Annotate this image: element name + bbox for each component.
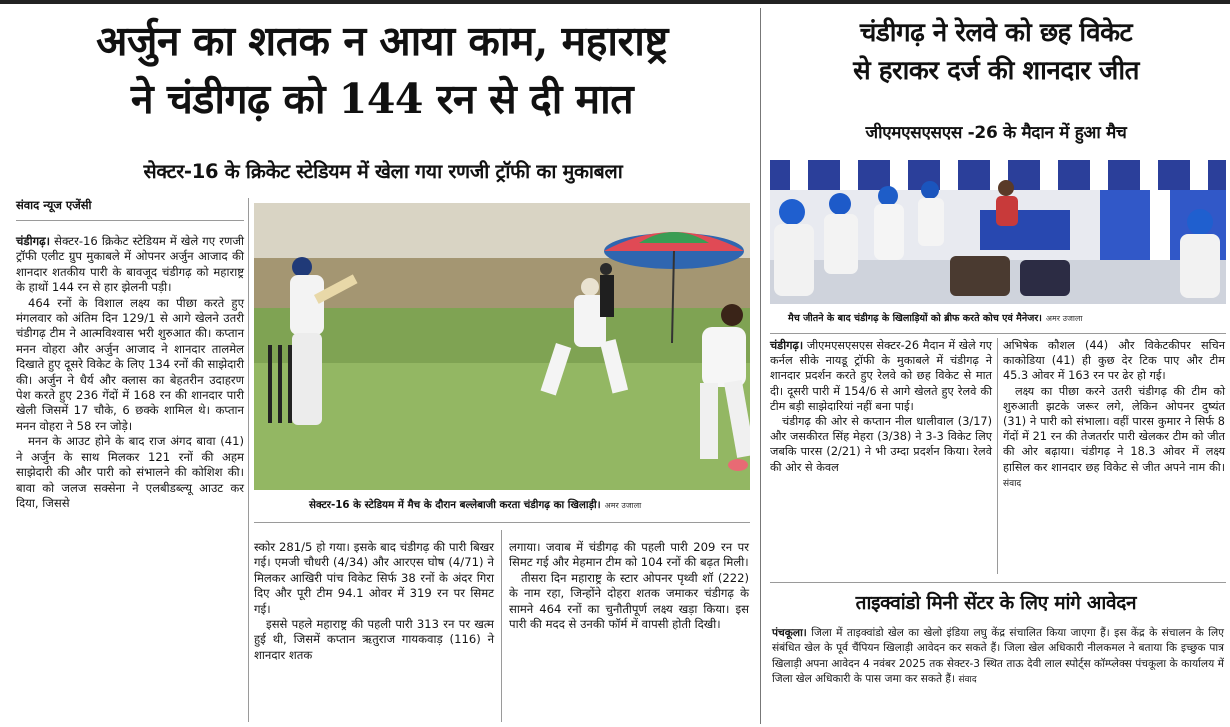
byline-rule bbox=[16, 220, 244, 221]
left-subheadline: सेक्टर-16 के क्रिकेट स्टेडियम में खेला गया रणजी ट्रॉफी का मुकाबला bbox=[143, 160, 623, 183]
brief-text: जिला में ताइक्वांडो खेल का खेलो इंडिया लघु केंद्र संचालित किया जाएगा हैं। इस केंद्र के संचालन के लिए संबंधित खेल के पूर्व चैंपियन खिलाड़ी आवेदन कर सकते हैं। जिला खेल अधिकारी नीलकमल ने बताया कि इच्छुक पात्र खिलाड़ी अपना आवेदन 4 नवंबर 2025 तक सेक्टर-3 स्थित ताऊ देवी लाल स्पोर्ट्स कॉम्प्लेक्स पंचकूला के कार्यालय में जिला खेल अधिकारी के पास जमा कर सकते हैं। bbox=[772, 627, 1224, 685]
brief-dateline: पंचकूला। bbox=[772, 627, 807, 639]
left-photo-caption-text: सेक्टर-16 के स्टेडियम में मैच के दौरान बल्लेबाजी करता चंडीगढ़ का खिलाड़ी। bbox=[309, 499, 601, 511]
left-column-divider-1 bbox=[248, 198, 249, 722]
left-photo-credit: अमर उजाला bbox=[604, 501, 642, 510]
left-story-column-3 bbox=[509, 540, 749, 632]
left-col3-para2: तीसरा दिन महाराष्ट्र के स्टार ओपनर पृथ्वी शॉ (222) के नाम रहा, जिन्होंने दोहरा शतक जमाकर चंडीगढ़ के सामने 464 रनों का चुनौतीपूर्ण लक्ष्य खड़ा किया। इस पारी की मदद से उनकी फॉर्म में वापसी होती दिखी। bbox=[509, 570, 749, 632]
left-caption-rule bbox=[254, 522, 750, 523]
right-subheadline: जीएमएसएसएस -26 के मैदान में हुआ मैच bbox=[865, 123, 1127, 143]
right-column-divider bbox=[997, 338, 998, 574]
left-col1-para3: मनन के आउट होने के बाद राज अंगद बावा (41) ने अर्जुन के साथ मिलकर 121 रनों की अहम साझेदारी की और पारी को संभालने की कोशिश की। बावा को जलज सक्सेना ने एलबीडब्ल्यू आउट कर दिया, जिससे bbox=[16, 434, 244, 510]
brief-tagline: संवाद bbox=[958, 674, 977, 685]
right-photo-caption-text: मैच जीतने के बाद चंडीगढ़ के खिलाड़ियों को ब्रीफ करते कोच एवं मैनेजर। bbox=[788, 313, 1042, 324]
right-story-bottom-rule bbox=[770, 582, 1226, 583]
right-col2-para2: लक्ष्य का पीछा करने उतरी चंडीगढ़ की टीम को शुरुआती झटके जरूर लगे, लेकिन ओपनर दुष्यंत (31) ने पारी को संभाला। वहीं पारस कुमार ने सिर्फ 8 गेंदों में 21 रन की तेजतर्रार पारी खेलकर टीम को जीत की ओर बढ़ाया। चंडीगढ़ ने 18.3 ओवर में लक्ष्य हासिल कर शानदार छह विकेट से जीत अपने नाम की। bbox=[1003, 384, 1225, 474]
right-col1-para2: चंडीगढ़ की ओर से कप्तान नील धालीवाल (3/17) और जसकीरत सिंह मेहरा (3/38) ने 3-3 विकेट लिए जबकि पारस (2/21) ने भी उम्दा प्रदर्शन किया। रेलवे की ओर से केवल bbox=[770, 415, 992, 474]
right-col1-para1: जीएमएसएसएस सेक्टर-26 मैदान में खेले गए कर्नल सीके नायडू ट्रॉफी के मुकाबले में चंडीगढ़ ने शानदार प्रदर्शन करते हुए रेलवे को छह विकेट से मात दी। दूसरी पारी में 154/6 से आगे खेलते हुए रेलवे की टीम बड़ी साझेदारियां नहीं बना पाई। bbox=[770, 339, 992, 413]
byline: संवाद न्यूज एजेंसी bbox=[16, 198, 92, 212]
left-headline-line1: अर्जुन का शतक न आया काम, महाराष्ट्र bbox=[96, 17, 668, 65]
left-col3-para1: लगाया। जवाब में चंडीगढ़ की पहली पारी 209 रन पर सिमट गई और मेहमान टीम को 104 रनों की बढ़त मिली। bbox=[509, 540, 749, 570]
brief-headline: ताइक्वांडो मिनी सेंटर के लिए मांगे आवेदन bbox=[855, 592, 1137, 614]
left-headline bbox=[8, 12, 756, 128]
right-story-column-1 bbox=[770, 338, 992, 475]
left-col2-para1: स्कोर 281/5 हो गया। इसके बाद चंडीगढ़ की पारी बिखर गई। एमजी चौधरी (4/34) और आरएस घोष (4/71) ने मिलकर आखिरी पांच विकेट सिर्फ 38 रनों के अंदर गिरा दिए और पूरी टीम 94.1 ओवर में 319 रन पर सिमट गई। bbox=[254, 540, 494, 616]
brief-story-body bbox=[772, 626, 1224, 688]
right-dateline: चंडीगढ़। bbox=[770, 339, 804, 352]
batsman-photo bbox=[254, 203, 750, 490]
page-top-border bbox=[0, 0, 1230, 4]
left-col1-para1: सेक्टर-16 क्रिकेट स्टेडियम में खेले गए रणजी ट्रॉफी एलीट ग्रुप मुकाबले में ओपनर अर्जुन आजाद की शानदार शतकीय पारी के बावजूद चंडीगढ़ को महाराष्ट्र के हाथों 144 रन से हार झेलनी पड़ी। bbox=[16, 234, 245, 295]
left-col1-para2: 464 रनों के विशाल लक्ष्य का पीछा करते हुए मंगलवार को अंतिम दिन 129/1 से आगे खेलने उतरी चंडीगढ़ टीम ने आत्मविश्वास भरी शुरुआत की। कप्तान मनन वोहरा और अर्जुन आजाद ने शानदार तालमेल दिखाते हुए दूसरे विकेट के लिए 134 रनों की साझेदारी की। अर्जुन ने धैर्य और क्लास का बेहतरीन उदाहरण पेश करते हुए 236 गेंदों में 168 रन की शानदार पारी खेली जिसमें 17 चौके, 6 छक्के शामिल थे। कप्तान मनन वोहरा ने 58 रन जोड़े। bbox=[16, 295, 244, 433]
right-headline bbox=[768, 14, 1224, 90]
left-photo-caption bbox=[309, 498, 641, 512]
right-col2-para1: अभिषेक कौशल (44) और विकेटकीपर सचिन काकोडिया (41) ही कुछ देर टिक पाए और टीम 45.3 ओवर में 163 रन पर ढेर हो गई। bbox=[1003, 339, 1225, 383]
left-column-divider-2 bbox=[501, 530, 502, 722]
left-story-column-2 bbox=[254, 540, 494, 663]
left-col2-para2: इससे पहले महाराष्ट्र की पहली पारी 313 रन पर खत्म हुई थी, जिसमें कप्तान ऋतुराज गायकवाड़ (116) ने शानदार शतक bbox=[254, 617, 494, 662]
right-story-tagline: संवाद bbox=[1003, 478, 1022, 489]
story-divider bbox=[760, 8, 761, 724]
right-headline-line2: से हराकर दर्ज की शानदार जीत bbox=[853, 56, 1139, 86]
left-dateline: चंडीगढ़। bbox=[16, 234, 51, 248]
right-caption-rule bbox=[770, 333, 1226, 334]
right-headline-line1: चंडीगढ़ ने रेलवे को छह विकेट bbox=[859, 18, 1133, 48]
right-story-column-2 bbox=[1003, 338, 1225, 492]
right-photo-caption bbox=[788, 311, 1083, 324]
left-story-column-1 bbox=[16, 234, 244, 511]
left-headline-line2: ने चंडीगढ़ को 144 रन से दी मात bbox=[130, 75, 634, 123]
right-photo-credit: अमर उजाला bbox=[1045, 314, 1083, 323]
team-briefing-photo bbox=[770, 160, 1226, 304]
